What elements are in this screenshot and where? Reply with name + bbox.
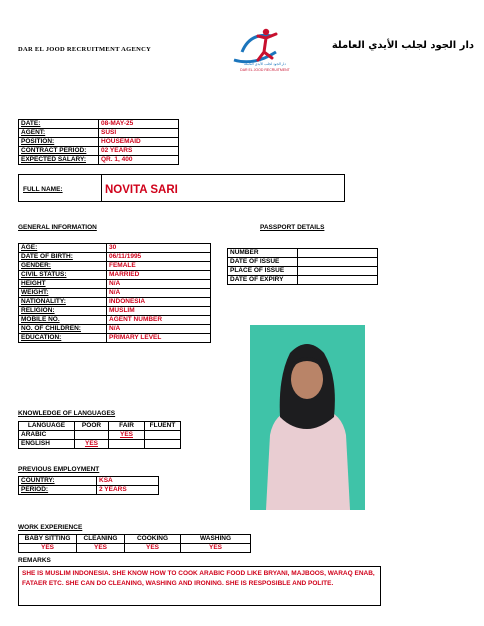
logo-caption-en: DAR EL JOOD RECRUITMENT (240, 68, 290, 72)
general-label: WEIGHT: (19, 289, 107, 298)
passport-value (298, 267, 378, 276)
passport-label: DATE OF ISSUE (228, 258, 298, 267)
summary-value: 02 YEARS (99, 147, 179, 156)
summary-label: AGENT: (19, 129, 99, 138)
languages-header-row (19, 422, 181, 431)
experience-values-row (19, 544, 251, 553)
passport-value (298, 276, 378, 285)
passport-value (298, 249, 378, 258)
summary-label: CONTRACT PERIOD: (19, 147, 99, 156)
summary-value: SUSI (99, 129, 179, 138)
employment-label: COUNTRY: (19, 477, 97, 486)
summary-label: EXPECTED SALARY: (19, 156, 99, 165)
general-info-title: GENERAL INFORMATION (18, 224, 97, 231)
summary-label: POSITION: (19, 138, 99, 147)
languages-cell (109, 440, 145, 449)
general-label: NATIONALITY: (19, 298, 107, 307)
full-name-value: NOVITA SARI (105, 184, 178, 196)
summary-value: HOUSEMAID (99, 138, 179, 147)
general-value: 30 (107, 244, 211, 253)
languages-header: POOR (75, 422, 109, 431)
logo-figure-head (263, 29, 269, 35)
languages-cell: ARABIC (19, 431, 75, 440)
employment-row (19, 477, 159, 486)
summary-value: 08-MAY-25 (99, 120, 179, 129)
remarks-box: SHE IS MUSLIM INDONESIA. SHE KNOW HOW TO COOK ARABIC FOOD LIKE BRYANI, MAJBOOS, WARAQ ENAB, FATAER ETC. SHE CAN DO CLEANING, WASHING AND IRONING. SHE IS RESPOSIBLE AND POLITE. (18, 566, 381, 606)
experience-header-row (19, 535, 251, 544)
general-value: AGENT NUMBER (107, 316, 211, 325)
general-label: EDUCATION: (19, 334, 107, 343)
general-row (19, 280, 211, 289)
experience-value: YES (125, 544, 181, 553)
experience-header: COOKING (125, 535, 181, 544)
summary-row (19, 120, 179, 129)
passport-label: PLACE OF ISSUE (228, 267, 298, 276)
experience-value: YES (181, 544, 251, 553)
passport-row (228, 267, 378, 276)
languages-cell (75, 431, 109, 440)
employment-value: 2 YEARS (97, 486, 159, 495)
employment-table (18, 476, 159, 495)
languages-header: LANGUAGE (19, 422, 75, 431)
summary-row (19, 138, 179, 147)
general-label: NO. OF CHILDREN: (19, 325, 107, 334)
general-row (19, 253, 211, 262)
general-value: FEMALE (107, 262, 211, 271)
general-row (19, 316, 211, 325)
passport-label: NUMBER (228, 249, 298, 258)
employment-title: PREVIOUS EMPLOYMENT (18, 466, 100, 473)
general-label: HEIGHT (19, 280, 107, 289)
general-label: MOBILE NO. (19, 316, 107, 325)
languages-row (19, 440, 181, 449)
agency-name-en: DAR EL JOOD RECRUITMENT AGENCY (18, 46, 152, 53)
general-value: INDONESIA (107, 298, 211, 307)
experience-value: YES (77, 544, 125, 553)
general-value: MARRIED (107, 271, 211, 280)
experience-header: WASHING (181, 535, 251, 544)
languages-header: FAIR (109, 422, 145, 431)
general-value: N/A (107, 289, 211, 298)
languages-cell (145, 440, 181, 449)
summary-row (19, 129, 179, 138)
full-name-box (18, 174, 345, 202)
languages-cell: YES (109, 431, 145, 440)
employment-label: PERIOD: (19, 486, 97, 495)
experience-title: WORK EXPERIENCE (18, 524, 83, 531)
passport-row (228, 258, 378, 267)
passport-details-title: PASSPORT DETAILS (260, 224, 325, 231)
general-label: AGE: (19, 244, 107, 253)
general-row (19, 289, 211, 298)
experience-header: CLEANING (77, 535, 125, 544)
general-value: PRIMARY LEVEL (107, 334, 211, 343)
general-label: GENDER: (19, 262, 107, 271)
passport-label: DATE OF EXPIRY (228, 276, 298, 285)
general-row (19, 271, 211, 280)
photo-face (291, 359, 323, 399)
agency-name-ar: دار الجود لجلب الأيدي العاملة (331, 40, 474, 51)
general-row (19, 262, 211, 271)
general-info-table (18, 243, 211, 343)
general-row (19, 244, 211, 253)
languages-table (18, 421, 181, 449)
passport-row (228, 276, 378, 285)
general-label: DATE OF BIRTH: (19, 253, 107, 262)
logo-caption-ar: دار الجود لجلب الأيدي العاملة (244, 62, 286, 66)
general-row (19, 325, 211, 334)
experience-table (18, 534, 251, 553)
summary-row (19, 156, 179, 165)
logo-figure-body (258, 34, 276, 60)
summary-label: DATE: (19, 120, 99, 129)
employment-row (19, 486, 159, 495)
languages-header: FLUENT (145, 422, 181, 431)
experience-header: BABY SITTING (19, 535, 77, 544)
summary-row (19, 147, 179, 156)
employment-value: KSA (97, 477, 159, 486)
languages-cell: YES (75, 440, 109, 449)
general-label: RELIGION: (19, 307, 107, 316)
general-row (19, 334, 211, 343)
experience-value: YES (19, 544, 77, 553)
summary-table (18, 119, 179, 165)
languages-row (19, 431, 181, 440)
general-value: MUSLIM (107, 307, 211, 316)
full-name-label: FULL NAME: (23, 186, 63, 193)
general-row (19, 298, 211, 307)
languages-cell: ENGLISH (19, 440, 75, 449)
languages-cell (145, 431, 181, 440)
summary-value: QR. 1, 400 (99, 156, 179, 165)
passport-row (228, 249, 378, 258)
languages-title: KNOWLEDGE OF LANGUAGES (18, 410, 116, 417)
candidate-photo (250, 325, 365, 510)
general-label: CIVIL STATUS: (19, 271, 107, 280)
remarks-title: REMARKS (18, 557, 51, 564)
passport-table (227, 248, 378, 285)
general-row (19, 307, 211, 316)
passport-value (298, 258, 378, 267)
general-value: N/A (107, 325, 211, 334)
general-value: 06/11/1995 (107, 253, 211, 262)
general-value: N/A (107, 280, 211, 289)
